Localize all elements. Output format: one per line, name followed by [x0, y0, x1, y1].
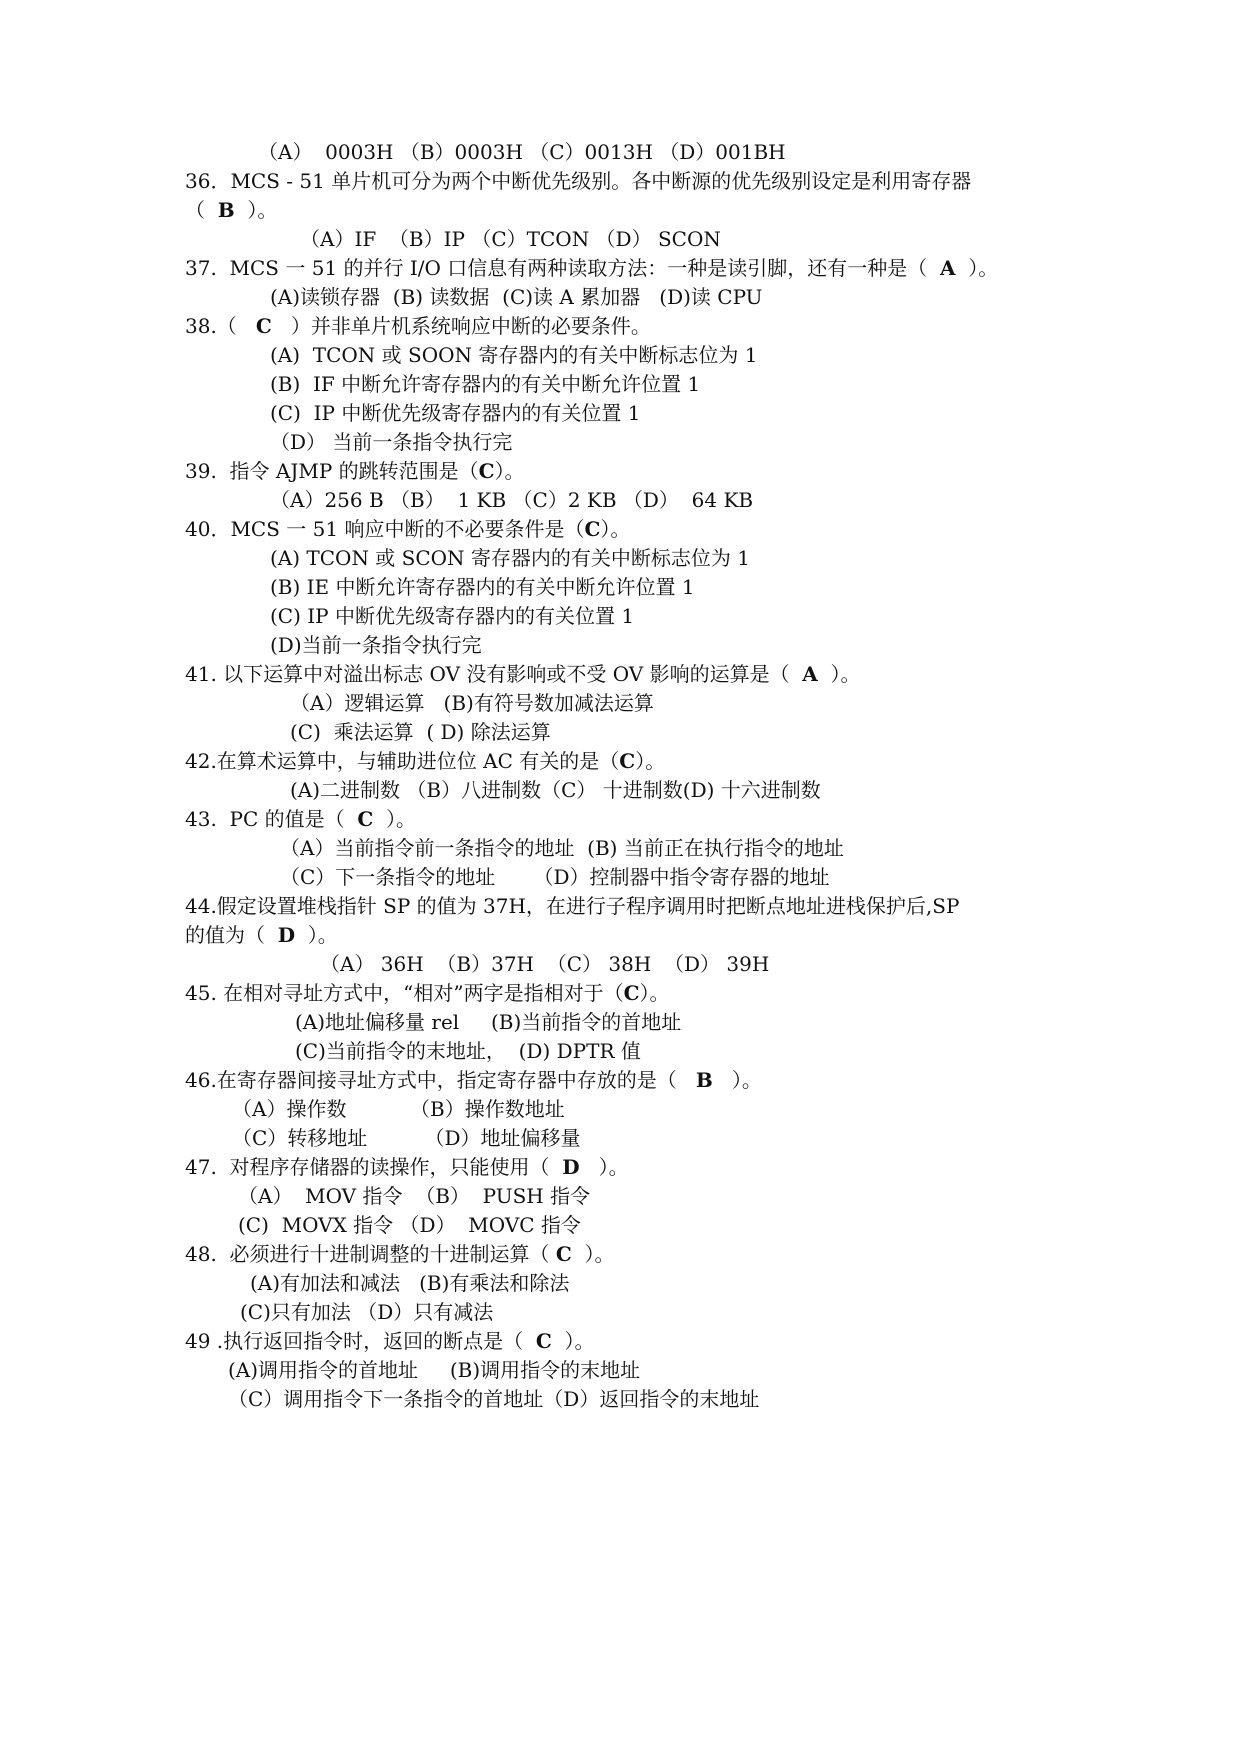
text-line: (A) TCON 或 SCON 寄存器内的有关中断标志位为 1 [270, 546, 750, 570]
text-line: （C）下一条指令的地址 （D）控制器中指令寄存器的地址 [280, 865, 830, 889]
question-49: 49 .执行返回指令时，返回的断点是（ C ）。 [185, 1329, 595, 1353]
answer-48: C [555, 1242, 572, 1266]
text-line: 的值为（ D ）。 [185, 923, 338, 947]
question-46: 46.在寄存器间接寻址方式中，指定寄存器中存放的是（ B ）。 [185, 1068, 762, 1092]
text-line: (C) 乘法运算 ( D) 除法运算 [290, 720, 551, 744]
text-line: （A）256 B （B） 1 KB （C）2 KB （D） 64 KB [270, 488, 754, 512]
text-line: (D)当前一条指令执行完 [270, 633, 482, 657]
text-line: (A)有加法和减法 (B)有乘法和除法 [250, 1271, 570, 1295]
answer-45: C [623, 981, 640, 1005]
text-line: (B) IE 中断允许寄存器内的有关中断允许位置 1 [270, 575, 695, 599]
answer-39: C [478, 459, 495, 483]
answer-41: A [802, 662, 818, 686]
text-line: （A） MOV 指令 （B） PUSH 指令 [238, 1184, 591, 1208]
text-line: (A)二进制数 （B）八进制数（C） 十进制数(D) 十六进制数 [290, 778, 821, 802]
text-line: (B) IF 中断允许寄存器内的有关中断允许位置 1 [270, 372, 701, 396]
text-line: (A) TCON 或 SOON 寄存器内的有关中断标志位为 1 [270, 343, 758, 367]
text-line: （D） 当前一条指令执行完 [270, 430, 513, 454]
text-line: （A）当前指令前一条指令的地址 (B) 当前正在执行指令的地址 [280, 836, 844, 860]
text-line: （A）IF （B）IP （C）TCON （D） SCON [300, 227, 721, 251]
answer-47: D [562, 1155, 580, 1179]
text-line: （C）转移地址 （D）地址偏移量 [232, 1126, 581, 1150]
text-line: （A） 36H （B）37H （C） 38H （D） 39H [320, 952, 770, 976]
text-line: (A)调用指令的首地址 (B)调用指令的末地址 [228, 1358, 641, 1382]
answer-43: C [357, 807, 374, 831]
text-line: （A） 0003H （B）0003H （C）0013H （D）001BH [258, 140, 786, 164]
text-line: (C) MOVX 指令 （D） MOVC 指令 [238, 1213, 581, 1237]
question-44: 44.假定设置堆栈指针 SP 的值为 37H，在进行子程序调用时把断点地址进栈保护后,SP [185, 894, 960, 918]
text-line: (A)读锁存器 (B) 读数据 (C)读 A 累加器 (D)读 CPU [270, 285, 763, 309]
text-line: (A)地址偏移量 rel (B)当前指令的首地址 [295, 1010, 682, 1034]
question-39: 39. 指令 AJMP 的跳转范围是（C）。 [185, 459, 525, 483]
text-line: （C）调用指令下一条指令的首地址（D）返回指令的末地址 [228, 1387, 760, 1411]
text-line: (C) IP 中断优先级寄存器内的有关位置 1 [270, 604, 635, 628]
answer-46: B [695, 1068, 713, 1092]
question-48: 48. 必须进行十进制调整的十进制运算（ C ）。 [185, 1242, 615, 1266]
question-45: 45. 在相对寻址方式中，“相对”两字是指相对于（C）。 [185, 981, 670, 1005]
question-38: 38.（ C ）并非单片机系统响应中断的必要条件。 [185, 314, 651, 338]
question-36: 36．MCS - 51 单片机可分为两个中断优先级别。各中断源的优先级别设定是利用寄存器 [185, 169, 972, 193]
text-line: （A）逻辑运算 (B)有符号数加减法运算 [290, 691, 654, 715]
question-40: 40．MCS 一 51 响应中断的不必要条件是（C）。 [185, 517, 631, 541]
text-line: (C)当前指令的末地址， (D) DPTR 值 [295, 1039, 641, 1063]
answer-42: C [619, 749, 636, 773]
text-line: (C)只有加法 （D）只有减法 [240, 1300, 494, 1324]
answer-49: C [535, 1329, 552, 1353]
text-line: （ B ）。 [185, 198, 278, 222]
text-line: (C) IP 中断优先级寄存器内的有关位置 1 [270, 401, 641, 425]
answer-44: D [277, 923, 296, 947]
answer-40: C [584, 517, 601, 541]
question-41: 41. 以下运算中对溢出标志 OV 没有影响或不受 OV 影响的运算是（ A ）。 [185, 662, 861, 686]
text-line: （A）操作数 （B）操作数地址 [232, 1097, 565, 1121]
question-47: 47. 对程序存储器的读操作，只能使用（ D ）。 [185, 1155, 629, 1179]
answer-37: A [940, 256, 956, 280]
question-42: 42.在算术运算中，与辅助进位位 AC 有关的是（C）。 [185, 749, 666, 773]
question-37: 37. MCS 一 51 的并行 I/O 口信息有两种读取方法：一种是读引脚，还有一种是（ A ）。 [185, 256, 999, 280]
answer-36: B [217, 198, 235, 222]
answer-38: C [255, 314, 272, 338]
question-43: 43. PC 的值是（ C ）。 [185, 807, 416, 831]
